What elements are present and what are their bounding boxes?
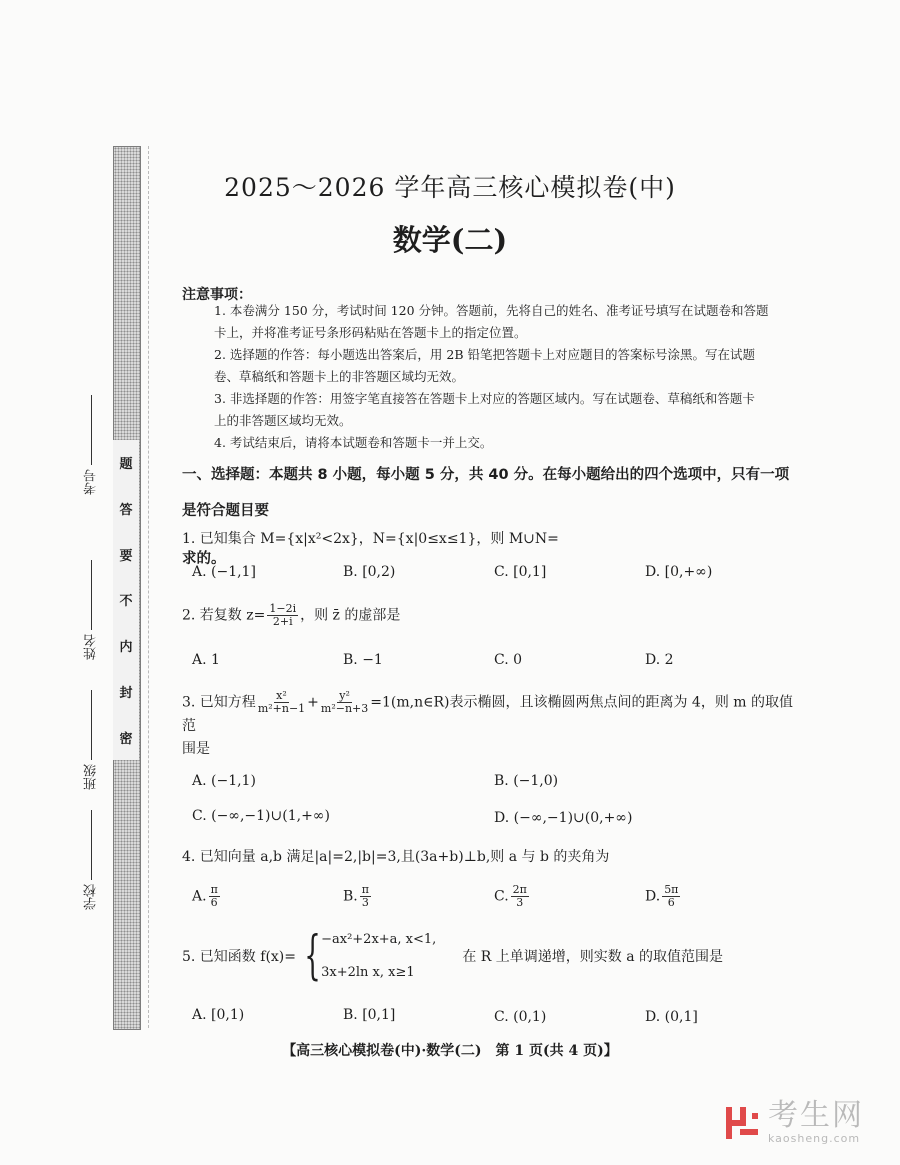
- notice-line: 3. 非选择题的作答：用签字笔直接答在答题卡上对应的答题区域内。写在试题卷、草稿纸和答题卡: [214, 391, 755, 406]
- notice-list: [214, 300, 804, 454]
- q4-option-a-label: A.: [192, 888, 207, 905]
- logo-url: kaosheng.com: [768, 1132, 861, 1145]
- seal-char: 封: [119, 685, 133, 701]
- q2-fraction: [267, 603, 298, 628]
- watermark-logo: [722, 1100, 864, 1145]
- q3-option-c[interactable]: C. (−∞,−1)∪(1,+∞): [192, 808, 330, 824]
- q4-d-den: 6: [667, 896, 675, 909]
- q5-piecewise: [321, 932, 436, 980]
- q1-option-c[interactable]: C. [0,1]: [494, 564, 547, 580]
- q4-option-d-label: D.: [645, 888, 661, 905]
- question-3-stem-cont: 围是: [182, 741, 210, 757]
- seal-char: 内: [119, 640, 133, 656]
- q3-plus: +: [307, 694, 319, 711]
- q4-a-num: π: [210, 883, 218, 896]
- q2-option-c[interactable]: C. 0: [494, 652, 523, 668]
- q2-frac-num: 1−2i: [269, 602, 297, 615]
- name-field[interactable]: [82, 560, 101, 660]
- q2-stem-end: ，则 z̄ 的虚部是: [300, 607, 401, 624]
- logo-name: 考生网: [768, 1098, 864, 1133]
- q3-fraction-x: [258, 690, 305, 715]
- section-heading: [182, 457, 802, 577]
- question-2-stem: [182, 603, 802, 628]
- logo-text: [768, 1100, 864, 1145]
- section-heading-line: 求的。: [182, 551, 226, 567]
- class-label: 班级: [84, 764, 99, 790]
- q4-option-c-value: [511, 884, 529, 909]
- notice-line: 卡上，并将准考证号条形码粘贴在答题卡上的指定位置。: [214, 325, 527, 340]
- exam-number-label: 考号: [84, 469, 99, 495]
- q5-option-d[interactable]: D. (0,1]: [645, 1009, 698, 1025]
- q1-option-a[interactable]: A. (−1,1]: [192, 564, 256, 580]
- school-field[interactable]: [82, 810, 101, 910]
- q3-frac2-num: y²: [339, 689, 350, 702]
- notice-heading: 注意事项：: [182, 287, 252, 303]
- q4-option-c-label: C.: [494, 888, 509, 905]
- q4-a-den: 6: [210, 896, 218, 909]
- seal-char: 不: [119, 594, 133, 610]
- seal-char: 答: [119, 503, 133, 519]
- q4-option-b[interactable]: [343, 884, 373, 909]
- q3-option-d[interactable]: D. (−∞,−1)∪(0,+∞): [494, 810, 633, 826]
- section-heading-line: 一、选择题：本题共 8 小题，每小题 5 分，共 40 分。在每小题给出的四个选项中，只有一项是符合题目要: [182, 467, 790, 519]
- q4-option-a[interactable]: [192, 884, 222, 909]
- q4-b-den: 3: [361, 896, 369, 909]
- q5-stem-end: 在 R 上单调递增，则实数 a 的取值范围是: [462, 949, 723, 965]
- class-field[interactable]: [82, 690, 101, 790]
- q4-option-d-value: [662, 884, 680, 909]
- q4-d-num: 5π: [664, 883, 679, 896]
- q4-c-den: 3: [516, 896, 524, 909]
- q2-frac-den: 2+i: [272, 615, 293, 628]
- q3-frac1-num: x²: [276, 689, 287, 702]
- notice-line: 4. 考试结束后，请将本试题卷和答题卡一并上交。: [214, 435, 493, 450]
- q4-option-d[interactable]: [645, 884, 682, 909]
- q4-option-b-value: [360, 884, 371, 909]
- cut-line: [148, 146, 149, 1028]
- exam-title: 2025～2026 学年高三核心模拟卷(中): [224, 173, 676, 202]
- q5-stem-start: 5. 已知函数 f(x)=: [182, 949, 296, 965]
- seal-char: 要: [119, 548, 133, 564]
- q3-fraction-y: [321, 690, 368, 715]
- q4-option-c[interactable]: [494, 884, 531, 909]
- q4-b-num: π: [361, 883, 369, 896]
- seal-char: 密: [119, 731, 133, 747]
- page-footer: 【高三核心模拟卷(中)·数学(二) 第 1 页(共 4 页)】: [282, 1043, 618, 1059]
- seal-notice: [113, 440, 139, 760]
- exam-number-field[interactable]: [82, 395, 101, 495]
- q1-option-b[interactable]: B. [0,2): [343, 564, 396, 580]
- notice-line: 卷、草稿纸和答题卡上的非答题区域均无效。: [214, 369, 465, 384]
- q4-option-b-label: B.: [343, 888, 358, 905]
- q5-case-2: 3x+2ln x, x≥1: [321, 965, 415, 980]
- name-label: 姓名: [84, 634, 99, 660]
- q4-option-a-value: [209, 884, 220, 909]
- question-4-stem: 4. 已知向量 a,b 满足|a|=2,|b|=3,且(3a+b)⊥b,则 a 与 b 的夹角为: [182, 849, 610, 865]
- q5-option-c[interactable]: C. (0,1): [494, 1009, 547, 1025]
- q3-stem-start: 3. 已知方程: [182, 694, 256, 711]
- q5-option-b[interactable]: B. [0,1]: [343, 1007, 396, 1023]
- q5-brace: {: [304, 926, 321, 986]
- q3-frac2-den: m²−n+3: [320, 702, 369, 715]
- q2-option-a[interactable]: A. 1: [192, 652, 220, 668]
- subject-title: 数学(二): [392, 223, 508, 257]
- q4-c-num: 2π: [512, 883, 527, 896]
- q5-case-1: −ax²+2x+a, x<1,: [321, 932, 437, 947]
- question-5-stem: [182, 926, 802, 986]
- notice-line: 上的非答题区域均无效。: [214, 413, 352, 428]
- q5-option-a[interactable]: A. [0,1): [192, 1007, 245, 1023]
- q3-option-a[interactable]: A. (−1,1): [192, 773, 256, 789]
- q3-stem-end: =1(m,n∈R)表示椭圆，且该椭圆两焦点间的距离为 4，则 m 的取值范: [182, 694, 794, 734]
- question-1-stem: 1. 已知集合 M={x|x²<2x}，N={x|0≤x≤1}，则 M∪N=: [182, 531, 559, 547]
- q1-option-d[interactable]: D. [0,+∞): [645, 564, 713, 580]
- q3-option-b[interactable]: B. (−1,0): [494, 773, 559, 789]
- q3-frac1-den: m²+n−1: [257, 702, 306, 715]
- notice-line: 2. 选择题的作答：每小题选出答案后，用 2B 铅笔把答题卡上对应题目的答案标号涂黑。写在试题: [214, 347, 755, 362]
- question-3-stem: [182, 690, 802, 735]
- notice-line: 1. 本卷满分 150 分，考试时间 120 分钟。答题前，先将自己的姓名、准考证号填写在试题卷和答题: [214, 303, 769, 318]
- q2-option-d[interactable]: D. 2: [645, 652, 674, 668]
- q2-stem-start: 2. 若复数 z=: [182, 607, 266, 624]
- logo-icon: [722, 1103, 762, 1143]
- school-label: 学校: [84, 884, 99, 910]
- seal-char: 题: [119, 457, 133, 473]
- q2-option-b[interactable]: B. −1: [343, 652, 383, 668]
